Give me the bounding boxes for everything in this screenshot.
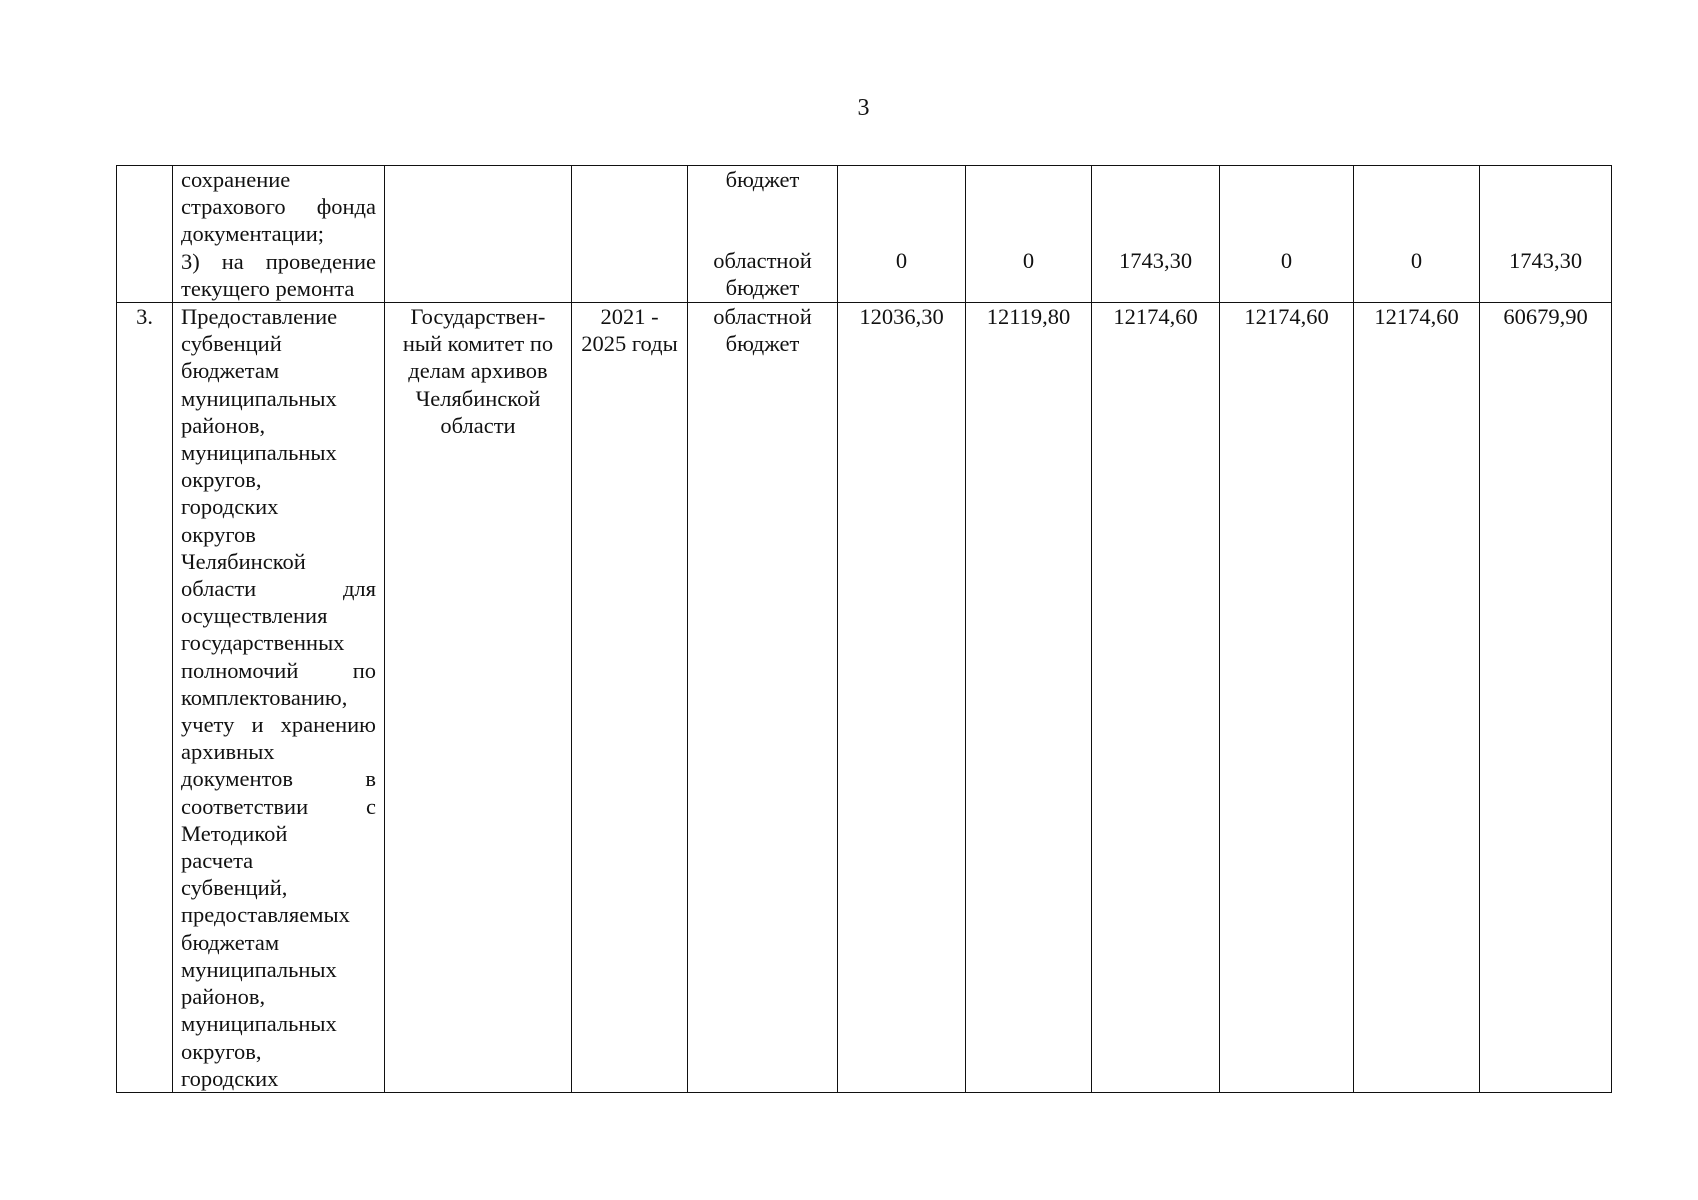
- value-text: 1743,30: [1508, 248, 1583, 273]
- measure-name-line: документов в: [181, 766, 376, 792]
- measure-name-line: документации;: [181, 221, 324, 247]
- budget-table: [116, 165, 1612, 1093]
- period-cell: [572, 166, 688, 303]
- measure-name-line: комплектованию,: [181, 684, 348, 710]
- measure-name-line: округов,: [181, 1038, 262, 1064]
- value-text: 0: [895, 248, 908, 273]
- measure-name-line: осуществления: [181, 603, 328, 629]
- value-text: 0: [1280, 248, 1293, 273]
- value-cell: 12174,60: [1092, 303, 1220, 1093]
- value-text: 0: [1022, 248, 1035, 273]
- table-row: [117, 166, 1612, 303]
- measure-name-line: учету и хранению: [181, 712, 376, 738]
- value-cell: [1092, 166, 1220, 303]
- measure-name-line: бюджетам: [181, 929, 280, 955]
- measure-name-line: районов,: [181, 412, 266, 438]
- value-cell: 12119,80: [966, 303, 1092, 1093]
- measure-name-line: Челябинской: [181, 548, 306, 574]
- measure-name-line: предоставляемых: [181, 902, 350, 928]
- measure-name-line: государственных: [181, 630, 345, 656]
- measure-name-line: городских: [181, 1065, 279, 1091]
- value-text: 0: [1410, 248, 1423, 273]
- measure-name-cell: [173, 303, 385, 1093]
- measure-name-line: муниципальных: [181, 385, 337, 411]
- measure-name-line: сохранение: [181, 167, 291, 192]
- funding-source-cell: [688, 166, 838, 303]
- value-cell: [1354, 166, 1480, 303]
- value-cell: [838, 166, 966, 303]
- value-cell: 12174,60: [1354, 303, 1480, 1093]
- executor-cell: Государствен-ный комитет по делам архивов Челябинской области: [385, 303, 572, 1093]
- measure-name-line: расчета: [181, 848, 254, 874]
- total-cell: [1480, 166, 1612, 303]
- measure-name-line: субвенций: [181, 331, 282, 357]
- measure-name-line: текущего ремонта: [181, 275, 355, 301]
- measure-name-line: архивных: [181, 739, 275, 765]
- value-cell: 12174,60: [1220, 303, 1354, 1093]
- measure-name-line: муниципальных: [181, 956, 337, 982]
- measure-name-line: 3) на проведение: [181, 248, 376, 274]
- measure-name-line: округов,: [181, 467, 262, 493]
- funding-source-continued: бюджет: [725, 167, 800, 192]
- measure-name-line: области для: [181, 576, 376, 602]
- value-cell: [966, 166, 1092, 303]
- page-number: 3: [857, 95, 870, 121]
- executor-cell: [385, 166, 572, 303]
- measure-name-line: страхового фонда: [181, 194, 376, 220]
- row-number-cell: [117, 166, 173, 303]
- table-row: [117, 303, 1612, 1093]
- funding-source: областной бюджет: [713, 248, 812, 301]
- measure-name-line: районов,: [181, 984, 266, 1010]
- value-cell: [1220, 166, 1354, 303]
- measure-name-line: муниципальных: [181, 440, 337, 466]
- measure-name-line: городских: [181, 494, 279, 520]
- row-number-cell: 3.: [117, 303, 173, 1093]
- measure-name-line: Методикой: [181, 820, 288, 846]
- measure-name-line: муниципальных: [181, 1011, 337, 1037]
- value-cell: 12036,30: [838, 303, 966, 1093]
- measure-name-cell: [173, 166, 385, 303]
- funding-source-cell: областной бюджет: [688, 303, 838, 1093]
- period-cell: 2021 - 2025 годы: [572, 303, 688, 1093]
- measure-name-line: Предоставление: [181, 304, 338, 330]
- measure-name-line: округов: [181, 521, 256, 547]
- value-text: 1743,30: [1118, 248, 1193, 273]
- measure-name-line: субвенций,: [181, 875, 288, 901]
- total-cell: 60679,90: [1480, 303, 1612, 1093]
- measure-name-line: бюджетам: [181, 358, 280, 384]
- measure-name-line: полномочий по: [181, 657, 376, 683]
- measure-name-line: соответствии с: [181, 793, 376, 819]
